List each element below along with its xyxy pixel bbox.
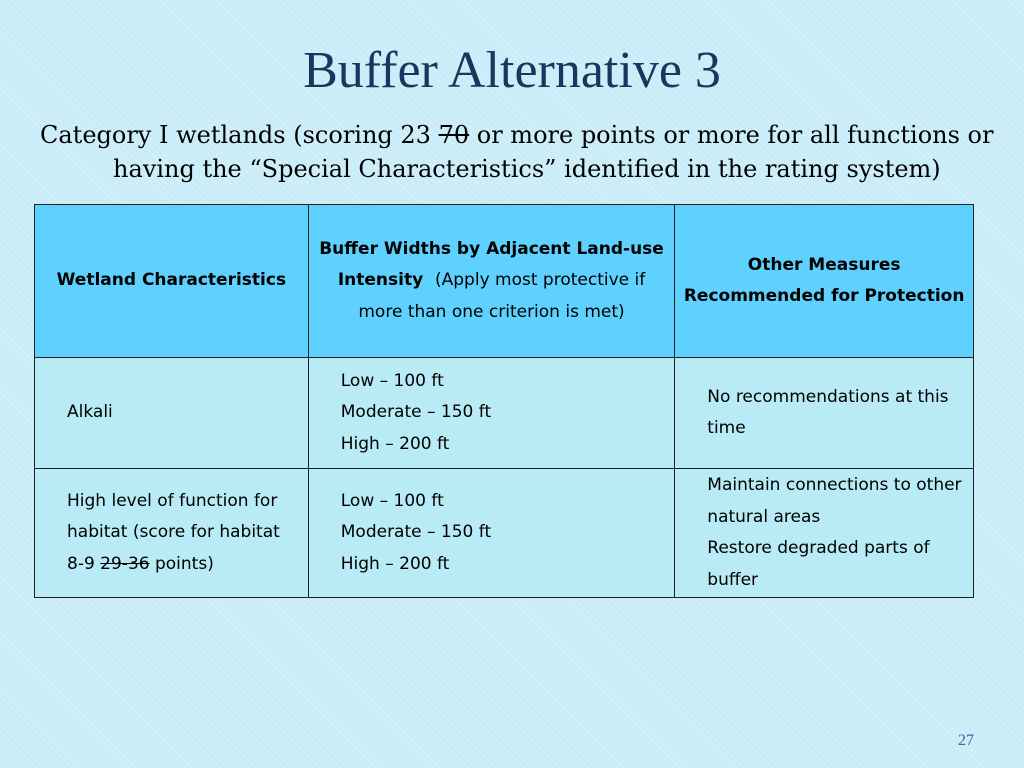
row-characteristic [35,469,309,598]
page-number: 27 [958,732,974,749]
header-buffer-widths-bold: Buffer Widths by Adjacent Land-use Intensity [319,238,664,291]
measure-item: Maintain connections to other natural areas [707,475,962,527]
row-characteristic: Alkali [35,358,309,469]
table-row [35,469,974,598]
subtitle-struck-score: 70 [438,121,470,149]
measure-item: Restore degraded parts of buffer [707,538,930,590]
table-row [35,358,974,469]
width-low: Low – 100 ft [340,370,444,391]
header-buffer-widths-note: (Apply most protective if more than one criterion is met) [358,270,646,322]
subtitle-text-end: or more points or more for all functions or having the “Special Characteristics” identified in the rating system) [113,121,994,183]
buffer-table [34,204,974,598]
row-other-measures [675,469,974,598]
width-high: High – 200 ft [340,433,450,454]
width-high: High – 200 ft [340,553,450,574]
width-low: Low – 100 ft [340,490,444,511]
header-wetland-characteristics: Wetland Characteristics [35,205,309,358]
header-buffer-widths [308,205,675,358]
characteristic-struck-score: 29-36 [100,553,150,574]
row-buffer-widths [308,469,675,598]
characteristic-text-start: High level of function for habitat (score for habitat 8-9 [67,490,280,574]
slide-title: Buffer Alternative 3 [303,42,721,99]
subtitle-text-start: Category I wetlands (scoring 23 [40,121,439,149]
slide-subtitle [40,118,1024,186]
table-header-row [35,205,974,358]
measure-item: No recommendations at this time [707,386,949,438]
row-other-measures [675,358,974,469]
header-other-measures: Other Measures Recommended for Protection [675,205,974,358]
row-buffer-widths [308,358,675,469]
characteristic-text-end: points) [149,553,214,574]
width-moderate: Moderate – 150 ft [340,402,492,423]
width-moderate: Moderate – 150 ft [340,522,492,543]
